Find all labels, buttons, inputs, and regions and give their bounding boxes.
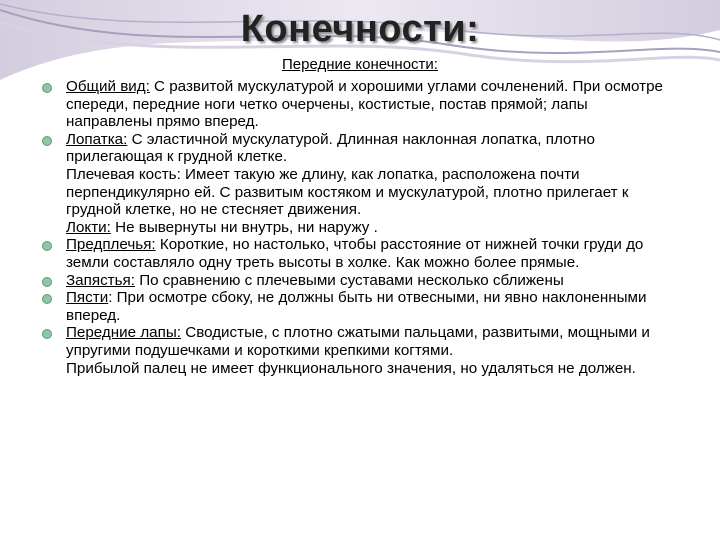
item-text: С эластичной мускулатурой. Длинная наклонная лопатка, плотно прилегающая к грудной клетке. — [66, 130, 595, 166]
bullet-line — [66, 236, 672, 271]
bullet-line — [66, 324, 672, 359]
item-label: Предплечья: — [66, 236, 156, 254]
bullet-icon — [42, 294, 52, 304]
bullet-item — [42, 78, 672, 131]
bullet-line — [66, 219, 672, 237]
bullet-line — [66, 78, 672, 131]
bullet-item — [42, 272, 672, 290]
item-label: Общий вид: — [66, 78, 150, 95]
item-text: Плечевая кость: Имеет такую же длину, как лопатка, расположена почти перпендикулярно ей. С развитым костяком и мускулатурой, плотно прилегает к грудной клетке, но не стесняет движения. — [66, 165, 629, 219]
bullet-item — [42, 289, 672, 324]
bullet-item — [42, 324, 672, 377]
bullet-icon — [42, 83, 52, 93]
bullet-icon — [42, 277, 52, 287]
item-label: Пясти — [66, 289, 109, 307]
bullet-item — [42, 236, 672, 271]
page-title: Конечности: — [240, 8, 480, 50]
item-label: Локти: — [66, 218, 111, 236]
item-label: Запястья: — [66, 271, 135, 289]
bullet-icon — [42, 241, 52, 251]
item-text: : При осмотре сбоку, не должны быть ни отвесными, ни явно наклоненными вперед. — [66, 289, 647, 324]
item-label: Передние лапы: — [66, 324, 181, 342]
section-subtitle: Передние конечности: — [282, 56, 438, 73]
item-text: По сравнению с плечевыми суставами несколько сближены — [134, 271, 564, 289]
item-text: Короткие, но настолько, чтобы расстояние от нижней точки груди до земли составляло одну треть высоты в холке. Как можно более прямые. — [66, 236, 644, 271]
item-label: Лопатка: — [66, 130, 128, 148]
bullet-icon — [42, 136, 52, 146]
item-text: Не вывернуты ни внутрь, ни наружу . — [110, 218, 378, 236]
bullet-icon — [42, 329, 52, 339]
bullet-line — [66, 166, 672, 219]
bullet-line — [66, 131, 672, 166]
bullet-line — [66, 272, 672, 290]
bullet-list — [42, 78, 672, 377]
bullet-line — [66, 289, 672, 324]
item-text: С развитой мускулатурой и хорошими углами сочленений. При осмотре спереди, передние ноги четко очерчены, костистые, постав прямой; лапы направлены прямо вперед. — [66, 78, 663, 131]
item-text: Прибылой палец не имеет функционального значения, но удаляться не должен. — [66, 359, 636, 377]
bullet-line — [66, 360, 672, 378]
item-text: Сводистые, с плотно сжатыми пальцами, развитыми, мощными и упругими подушечками и короткими крепкими когтями. — [66, 324, 650, 359]
bullet-item — [42, 131, 672, 237]
